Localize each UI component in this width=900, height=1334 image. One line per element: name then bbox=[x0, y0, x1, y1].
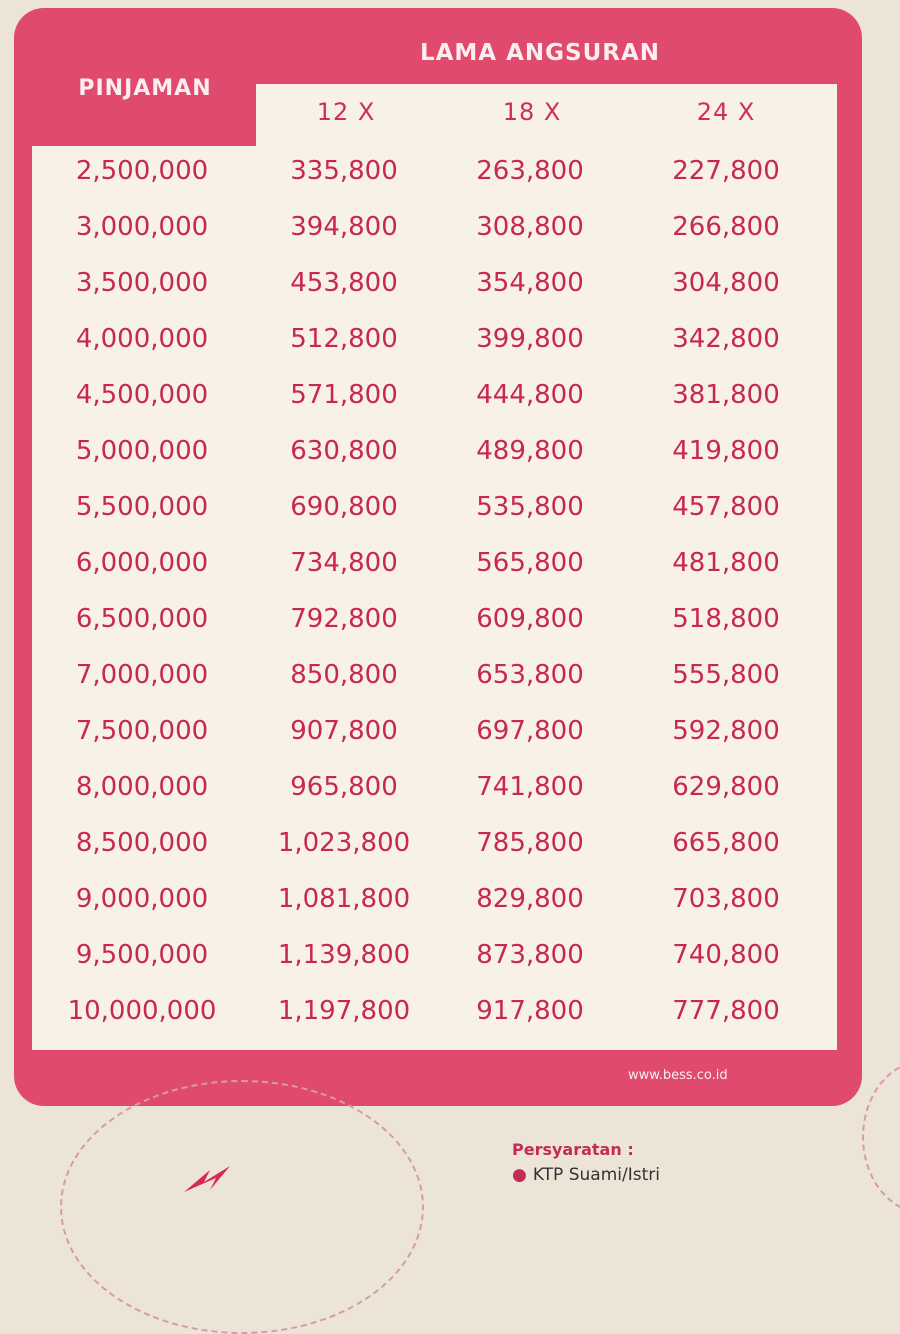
decorative-dashed-arc-right bbox=[862, 1060, 900, 1214]
installment-24x-cell: 266,800 bbox=[672, 212, 780, 242]
bullet-icon: ● bbox=[512, 1165, 527, 1185]
installment-12x-cell: 850,800 bbox=[290, 660, 398, 690]
installment-12x-cell: 394,800 bbox=[290, 212, 398, 242]
installment-18x-cell: 609,800 bbox=[476, 604, 584, 634]
decorative-dashed-arc bbox=[60, 1080, 424, 1334]
installment-12x-cell: 1,197,800 bbox=[277, 996, 411, 1026]
installment-24x-cell: 703,800 bbox=[672, 884, 780, 914]
installment-12x-cell: 1,139,800 bbox=[277, 940, 411, 970]
installment-12x-cell: 1,081,800 bbox=[277, 884, 411, 914]
table-row bbox=[32, 372, 837, 428]
table-row bbox=[32, 148, 837, 204]
installment-18x-cell: 829,800 bbox=[476, 884, 584, 914]
column-header-12x: 12 X bbox=[316, 98, 376, 126]
loan-amount-cell: 3,000,000 bbox=[75, 212, 209, 242]
installment-18x-cell: 263,800 bbox=[476, 156, 584, 186]
loan-amount-cell: 6,000,000 bbox=[75, 548, 209, 578]
table-row bbox=[32, 820, 837, 876]
installment-18x-cell: 697,800 bbox=[476, 716, 584, 746]
installment-18x-cell: 444,800 bbox=[476, 380, 584, 410]
table-row bbox=[32, 540, 837, 596]
installment-24x-cell: 481,800 bbox=[672, 548, 780, 578]
requirement-item bbox=[512, 1165, 660, 1185]
loan-amount-cell: 9,000,000 bbox=[75, 884, 209, 914]
table-row bbox=[32, 652, 837, 708]
rate-table-rows bbox=[32, 148, 837, 1044]
installment-12x-cell: 734,800 bbox=[290, 548, 398, 578]
card-tab-notch bbox=[750, 8, 802, 20]
column-header-24x: 24 X bbox=[696, 98, 756, 126]
installment-18x-cell: 354,800 bbox=[476, 268, 584, 298]
loan-amount-cell: 10,000,000 bbox=[67, 996, 217, 1026]
loan-amount-cell: 6,500,000 bbox=[75, 604, 209, 634]
installment-24x-cell: 381,800 bbox=[672, 380, 780, 410]
installment-12x-cell: 453,800 bbox=[290, 268, 398, 298]
installment-18x-cell: 535,800 bbox=[476, 492, 584, 522]
installment-24x-cell: 342,800 bbox=[672, 324, 780, 354]
loan-amount-cell: 2,500,000 bbox=[75, 156, 209, 186]
table-row bbox=[32, 596, 837, 652]
table-row bbox=[32, 204, 837, 260]
installment-18x-cell: 489,800 bbox=[476, 436, 584, 466]
loan-amount-cell: 4,000,000 bbox=[75, 324, 209, 354]
installment-12x-cell: 1,023,800 bbox=[277, 828, 411, 858]
loan-amount-cell: 9,500,000 bbox=[75, 940, 209, 970]
installment-24x-cell: 518,800 bbox=[672, 604, 780, 634]
loan-amount-cell: 5,500,000 bbox=[75, 492, 209, 522]
installment-12x-cell: 571,800 bbox=[290, 380, 398, 410]
installment-12x-cell: 965,800 bbox=[290, 772, 398, 802]
installment-12x-cell: 907,800 bbox=[290, 716, 398, 746]
installment-duration-header: LAMA ANGSURAN bbox=[419, 40, 661, 66]
installment-24x-cell: 740,800 bbox=[672, 940, 780, 970]
installment-24x-cell: 777,800 bbox=[672, 996, 780, 1026]
installment-12x-cell: 690,800 bbox=[290, 492, 398, 522]
table-row bbox=[32, 316, 837, 372]
column-header-18x: 18 X bbox=[502, 98, 562, 126]
installment-24x-cell: 457,800 bbox=[672, 492, 780, 522]
loan-amount-cell: 8,000,000 bbox=[75, 772, 209, 802]
table-row bbox=[32, 876, 837, 932]
installment-24x-cell: 629,800 bbox=[672, 772, 780, 802]
installment-18x-cell: 917,800 bbox=[476, 996, 584, 1026]
table-row bbox=[32, 932, 837, 988]
table-row bbox=[32, 428, 837, 484]
installment-24x-cell: 227,800 bbox=[672, 156, 780, 186]
installment-18x-cell: 399,800 bbox=[476, 324, 584, 354]
table-row bbox=[32, 484, 837, 540]
installment-18x-cell: 873,800 bbox=[476, 940, 584, 970]
installment-24x-cell: 304,800 bbox=[672, 268, 780, 298]
installment-12x-cell: 792,800 bbox=[290, 604, 398, 634]
table-row bbox=[32, 708, 837, 764]
installment-12x-cell: 512,800 bbox=[290, 324, 398, 354]
requirements-section bbox=[512, 1140, 660, 1185]
installment-12x-cell: 335,800 bbox=[290, 156, 398, 186]
website-url: www.bess.co.id bbox=[628, 1068, 728, 1083]
installment-18x-cell: 741,800 bbox=[476, 772, 584, 802]
loan-amount-cell: 7,000,000 bbox=[75, 660, 209, 690]
loan-amount-cell: 3,500,000 bbox=[75, 268, 209, 298]
installment-24x-cell: 555,800 bbox=[672, 660, 780, 690]
loan-amount-cell: 5,000,000 bbox=[75, 436, 209, 466]
table-row bbox=[32, 988, 837, 1044]
installment-18x-cell: 565,800 bbox=[476, 548, 584, 578]
loan-amount-cell: 8,500,000 bbox=[75, 828, 209, 858]
requirements-title: Persyaratan : bbox=[512, 1140, 634, 1159]
installment-12x-cell: 630,800 bbox=[290, 436, 398, 466]
table-row bbox=[32, 260, 837, 316]
requirement-text: KTP Suami/Istri bbox=[532, 1165, 660, 1185]
installment-24x-cell: 419,800 bbox=[672, 436, 780, 466]
installment-18x-cell: 308,800 bbox=[476, 212, 584, 242]
installment-24x-cell: 592,800 bbox=[672, 716, 780, 746]
brand-logo-fragment bbox=[180, 1162, 240, 1200]
installment-18x-cell: 785,800 bbox=[476, 828, 584, 858]
loan-amount-cell: 4,500,000 bbox=[75, 380, 209, 410]
loan-amount-cell: 7,500,000 bbox=[75, 716, 209, 746]
table-row bbox=[32, 764, 837, 820]
installment-24x-cell: 665,800 bbox=[672, 828, 780, 858]
loan-column-header: PINJAMAN bbox=[78, 76, 212, 101]
installment-18x-cell: 653,800 bbox=[476, 660, 584, 690]
